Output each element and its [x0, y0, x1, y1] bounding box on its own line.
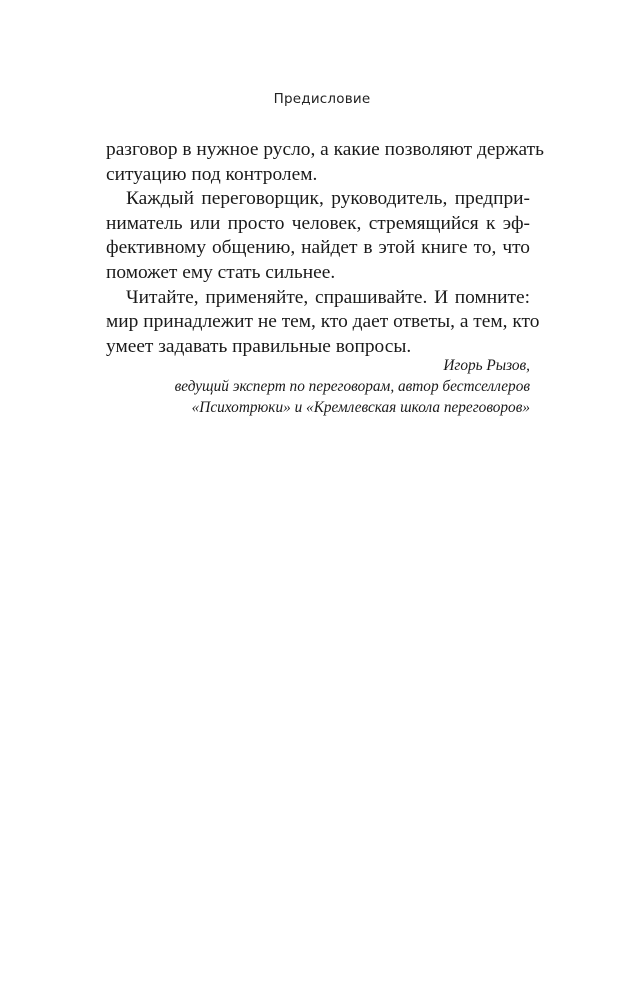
text-line: ниматель или просто человек, стремящийся к эф-: [106, 212, 530, 234]
text-line: ситуацию под контролем.: [106, 163, 318, 185]
author-books: «Психотрюки» и «Кремлевская школа переговоров»: [191, 399, 530, 416]
author-title: ведущий эксперт по переговорам, автор бестселлеров: [174, 378, 530, 395]
paragraph-2: [106, 187, 530, 285]
text-line: Каждый переговорщик, руководитель, предпри-: [126, 188, 530, 210]
author-signature: [106, 355, 530, 418]
body-text: [106, 138, 544, 359]
text-line: Читайте, применяйте, спрашивайте. И помните:: [126, 286, 530, 308]
author-name: Игорь Рызов,: [443, 357, 530, 374]
text-line: поможет ему стать сильнее.: [106, 261, 336, 283]
text-line: умеет задавать правильные вопросы.: [106, 335, 412, 357]
text-line: фективному общению, найдет в этой книге то, что: [106, 237, 530, 259]
paragraph-1: [106, 138, 544, 187]
text-line: мир принадлежит не тем, кто дает ответы, а тем, кто: [106, 311, 540, 333]
running-head: Предисловие: [273, 91, 371, 107]
text-line: разговор в нужное русло, а какие позволяют держать: [106, 139, 544, 160]
paragraph-3: [106, 286, 540, 360]
